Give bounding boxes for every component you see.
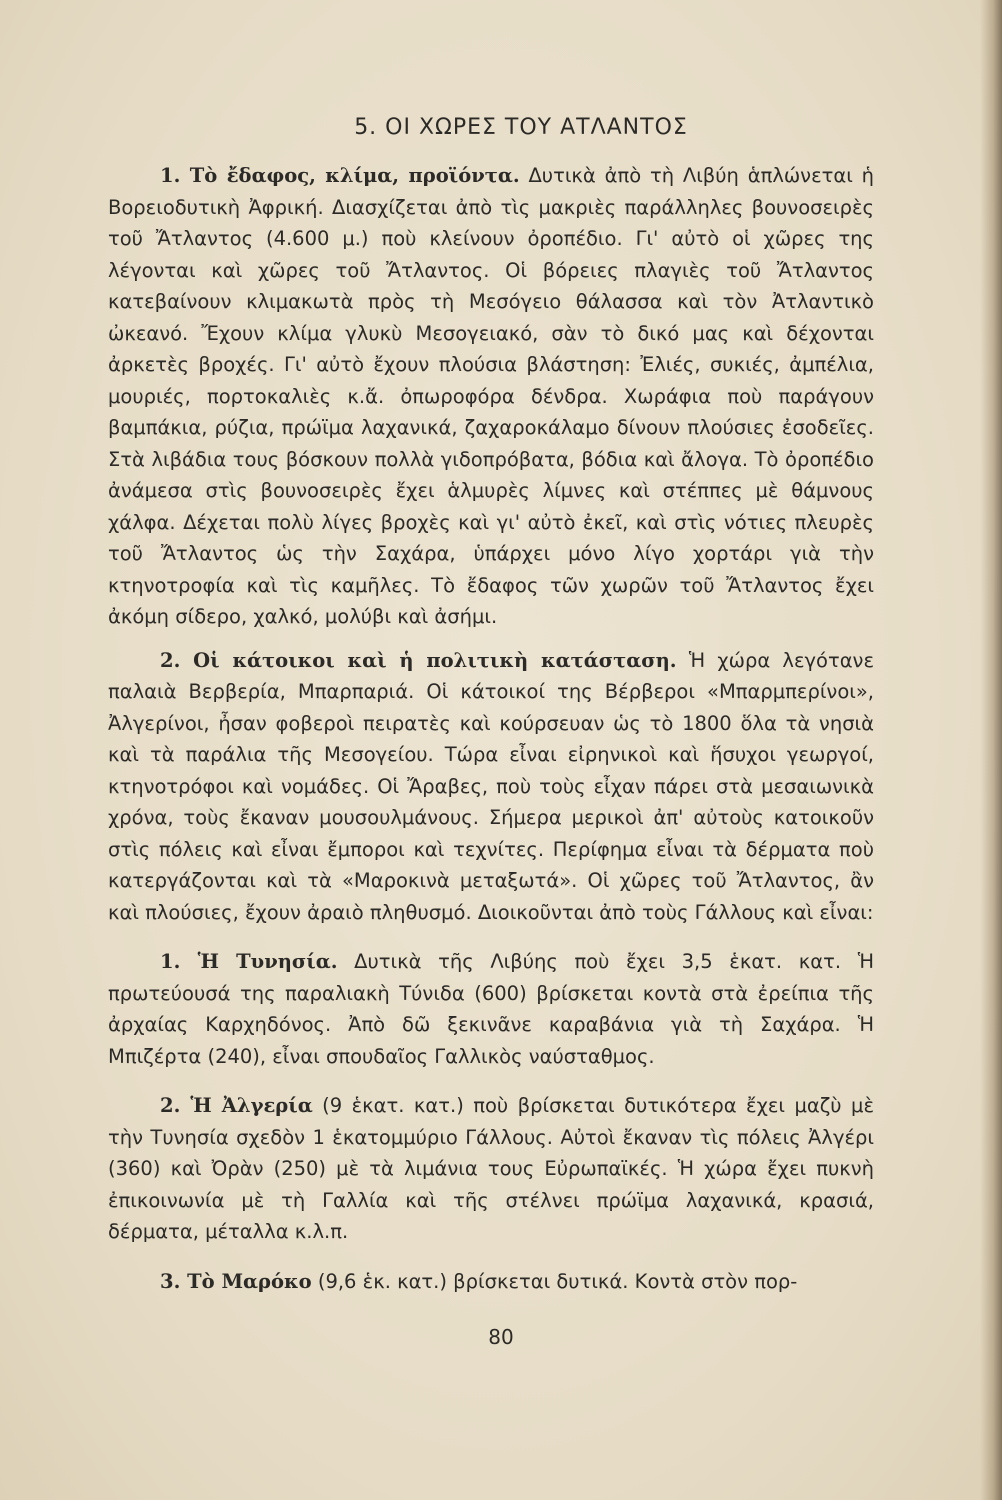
page-content [108, 115, 874, 1297]
section-2-text: Ἡ χώρα λεγότανε παλαιὰ Βερβερία, Μπαρπαριά. Οἱ κάτοικοί της Βέρβεροι «Μπαρμπερίνοι», Ἀλγερίνοι, ἦσαν φοβεροὶ πειρατὲς καὶ κούρσευαν ὡς τὸ 1800 ὅλα τὰ νησιὰ καὶ τὰ παράλια τῆς Μεσογείου. Τώρα εἶναι εἰρηνικοὶ καὶ ἥσυχοι γεωργοί, κτηνοτρόφοι καὶ νομάδες. Οἱ Ἄραβες, ποὺ τοὺς εἶχαν πάρει στὰ μεσαιωνικὰ χρόνα, τοὺς ἔκαναν μουσουλμάνους. Σήμερα μερικοὶ ἀπ' αὐτοὺς κατοικοῦν στὶς πόλεις καὶ εἶναι ἔμποροι καὶ τεχνίτες. Περίφημα εἶναι τὰ δέρματα ποὺ κατεργάζονται καὶ τὰ «Μαροκινὰ μεταξωτά». Οἱ χῶρες τοῦ Ἄτλαντος, ἂν καὶ πλούσιες, ἔχουν ἀραιὸ πληθυσμό. Διοικοῦνται ἀπὸ τοὺς Γάλλους καὶ εἶναι: [108, 648, 874, 924]
subsection-3-paragraph [108, 1266, 874, 1298]
section-1-title: 1. Τὸ ἔδαφος, κλίμα, προϊόντα. [160, 164, 520, 187]
subsection-3-text: (9,6 ἑκ. κατ.) βρίσκεται δυτικά. Κοντὰ στὸν πορ- [311, 1269, 798, 1293]
subsection-1-text: Δυτικὰ τῆς Λιβύης ποὺ ἔχει 3,5 ἑκατ. κατ. Ἡ πρωτεύουσά της παραλιακὴ Τύνιδα (600) βρίσκεται κοντὰ στὰ ἐρείπια τῆς ἀρχαίας Καρχηδόνος. Ἀπὸ δῶ ξεκινᾶνε καραβάνια γιὰ τὴ Σαχάρα. Ἡ Μπιζέρτα (240), εἶναι σπουδαῖος Γαλλικὸς ναύσταθμος. [108, 950, 874, 1068]
subsection-3-title: 3. Τὸ Μαρόκο [160, 1269, 312, 1293]
subsection-2-title: 2. Ἡ Ἀλγερία [160, 1094, 313, 1117]
page-spine-shadow [980, 0, 1002, 1500]
subsection-1-paragraph [108, 946, 874, 1072]
subsection-1-title: 1. Ἡ Τυνησία. [160, 950, 338, 973]
section-1-text: Δυτικὰ ἀπὸ τὴ Λιβύη ἁπλώνεται ἡ Βορειοδυτικὴ Ἀφρική. Διασχίζεται ἀπὸ τὶς μακριὲς παράλληλες βουνοσειρὲς τοῦ Ἄτλαντος (4.600 μ.) ποὺ κλείνουν ὀροπέδιο. Γι' αὐτὸ οἱ χῶρες της λέγονται καὶ χῶρες τοῦ Ἄτλαντος. Οἱ βόρειες πλαγιὲς τοῦ Ἄτλαντος κατεβαίνουν κλιμακωτὰ πρὸς τὴ Μεσόγειο θάλασσα καὶ τὸν Ἀτλαντικὸ ὠκεανό. Ἔχουν κλίμα γλυκὺ Μεσογειακό, σὰν τὸ δικό μας καὶ δέχονται ἀρκετὲς βροχές. Γι' αὐτὸ ἔχουν πλούσια βλάστηση: Ἐλιές, συκιές, ἀμπέλια, μουριές, πορτοκαλιὲς κ.ἄ. ὀπωροφόρα δένδρα. Χωράφια ποὺ παράγουν βαμπάκια, ρύζια, πρώϊμα λαχανικά, ζαχαροκάλαμο δίνουν πλούσιες ἐσοδεῖες. Στὰ λιβάδια τους βόσκουν πολλὰ γιδοπρόβατα, βόδια καὶ ἄλογα. Τὸ ὀροπέδιο ἀνάμεσα στὶς βουνοσειρὲς ἔχει ἁλμυρὲς λίμνες καὶ στέππες μὲ θάμνους χάλφα. Δέχεται πολὺ λίγες βροχὲς καὶ γι' αὐτὸ ἐκεῖ, καὶ στὶς νότιες πλευρὲς τοῦ Ἄτλαντος ὡς τὴν Σαχάρα, ὑπάρχει μόνο λίγο χορτάρι γιὰ τὴν κτηνοτροφία καὶ τὶς καμῆλες. Τὸ ἔδαφος τῶν χωρῶν τοῦ Ἄτλαντος ἔχει ἀκόμη σίδερο, χαλκό, μολύβι καὶ ἀσήμι. [108, 164, 874, 628]
section-2-title: 2. Οἱ κάτοικοι καὶ ἡ πολιτικὴ κατάσταση. [160, 648, 677, 672]
page-number: 80 [488, 1325, 514, 1349]
section-1-paragraph [108, 160, 874, 633]
section-2-paragraph [108, 645, 874, 929]
subsection-2-paragraph [108, 1090, 874, 1248]
subsection-2-text: (9 ἑκατ. κατ.) ποὺ βρίσκεται δυτικότερα ἔχει μαζὺ μὲ τὴν Τυνησία σχεδὸν 1 ἑκατομμύριο Γάλλους. Αὐτοὶ ἔκαναν τὶς πόλεις Ἀλγέρι (360) καὶ Ὀρὰν (250) μὲ τὰ λιμάνια τους Εὐρωπαϊκές. Ἡ χώρα ἔχει πυκνὴ ἐπικοινωνία μὲ τὴ Γαλλία καὶ τῆς στέλνει πρώϊμα λαχανικά, κρασιά, δέρματα, μέταλλα κ.λ.π. [108, 1094, 874, 1243]
chapter-heading: 5. ΟΙ ΧΩΡΕΣ ΤΟΥ ΑΤΛΑΝΤΟΣ [354, 115, 688, 140]
